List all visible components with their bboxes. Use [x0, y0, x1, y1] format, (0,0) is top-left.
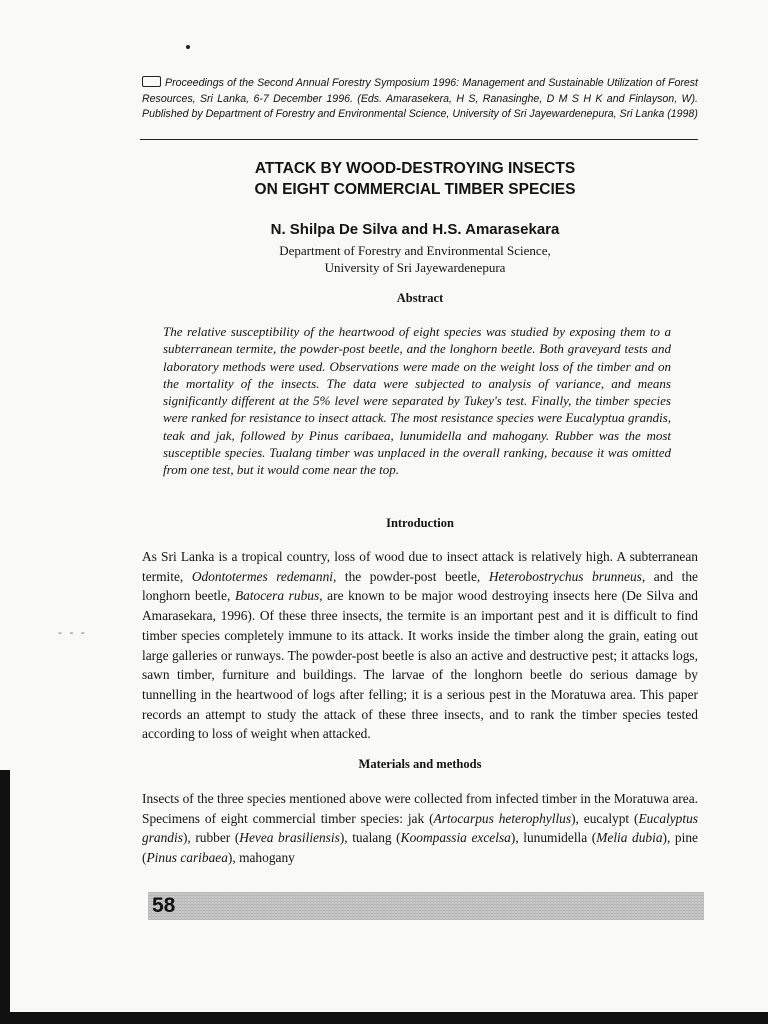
ink-speck [186, 45, 190, 49]
paper-title [180, 158, 650, 200]
introduction-heading: Introduction [386, 516, 454, 530]
title-line-2: ON EIGHT COMMERCIAL TIMBER SPECIES [254, 181, 576, 198]
intro-text-1: As Sri Lanka is a tropical country, loss of wood due to insect attack is relatively high. A subterranean termite, [142, 549, 698, 584]
eucalypt-species-name: Eucalyptus grandis [142, 810, 698, 846]
methods-paragraph [142, 789, 698, 868]
proceedings-text: Proceedings of the Second Annual Forestry Symposium 1996: Management and Sustainable Utilization of Forest Resources, Sri Lanka, 6-7 December 1996. (Eds. Amarasekera, H S, Ranasinghe, D M S H K and Finlayson, W). Published by Department of Forestry and Environmental Science, University of Sri Jayewardenepura, Sri Lanka (1998) [142, 77, 698, 120]
methods-text-6: ), pine ( [142, 830, 698, 866]
methods-text-5: ), lunumidella ( [510, 830, 597, 846]
lunumidella-species-name: Melia dubia [596, 830, 663, 846]
affiliation-line-1: Department of Forestry and Environmental Science, [279, 243, 551, 258]
affiliation [180, 242, 650, 276]
header-rule [140, 139, 698, 140]
abstract-heading: Abstract [396, 291, 444, 305]
intro-text-4: , are known to be major wood destroying insects here (De Silva and Amarasekara, 1996). Of these three insects, the termite is an important pest and it is difficult to find timber species completely immune to its attack. It works inside the timber along the grain, eating out large galleries or runways. The powder-post beetle is also an active and destructive pest; it attacks logs, sawn timber, furniture and buildings. The larvae of the longhorn beetle do serious damage by tunnelling in the heartwood of logs after felling; it is a serious pest in the Moratuwa area. This paper records an attempt to study the attack of these three insects, and to rank the timber species tested according to loss of weight when attacked. [142, 588, 698, 742]
title-line-1: ATTACK BY WOOD-DESTROYING INSECTS [254, 160, 576, 177]
methods-text-3: ), rubber ( [182, 830, 240, 846]
methods-text-4: ), tualang ( [339, 830, 401, 846]
jak-species-name: Artocarpus heterophyllus [433, 810, 572, 826]
footer-bar [148, 892, 704, 920]
methods-text-1: Insects of the three species mentioned above were collected from infected timber in the Moratuwa area. Specimens of eight commercial timber species: jak ( [142, 791, 698, 826]
rubber-species-name: Hevea brasiliensis [239, 830, 340, 846]
termite-species-name: Odontotermes redemanni [191, 568, 333, 584]
abstract-text: The relative susceptibility of the heartwood of eight species was studied by exposing them to a subterranean termite, the powder-post beetle, and the longhorn beetle. Both graveyard tests and laboratory methods were used. Observations were made on the weight loss of the timber and on the mortality of the insects. The data were subjected to analysis of variance, and means significantly different at the 5% level were separated by Tukey's test. Finally, the timber species were ranked for resistance to insect attack. The most resistance species were Eucalyptua grandis, teak and jak, followed by Pinus caribaea, lunumidella and mahogany. Rubber was the most susceptible species. Tualang timber was unplaced in the overall ranking, because it was omitted from one test, but it would come near the top. [163, 324, 671, 478]
authors: N. Shilpa De Silva and H.S. Amarasekara [270, 221, 560, 238]
methods-text-7: ), mahogany [227, 850, 295, 866]
powder-post-beetle-name: Heterobostrychus brunneus [488, 568, 642, 584]
methods-text-2: ), eucalypt ( [571, 810, 639, 826]
tualang-species-name: Koompassia excelsa [400, 830, 511, 846]
introduction-paragraph [142, 547, 698, 744]
intro-text-2: , the powder-post beetle, [333, 568, 489, 584]
margin-mark: - - - [58, 626, 87, 639]
longhorn-beetle-name: Batocera rubus [234, 588, 320, 604]
scan-shadow-left [0, 770, 10, 1024]
proceedings-note [142, 76, 698, 123]
scan-shadow-bottom [0, 1012, 768, 1024]
folder-icon [142, 76, 161, 87]
methods-heading: Materials and methods [358, 757, 482, 771]
page-number: 58 [152, 894, 176, 917]
affiliation-line-2: University of Sri Jayewardenepura [324, 260, 506, 275]
pine-species-name: Pinus caribaea [146, 850, 228, 866]
intro-text-3: , and the longhorn beetle, [142, 568, 699, 604]
